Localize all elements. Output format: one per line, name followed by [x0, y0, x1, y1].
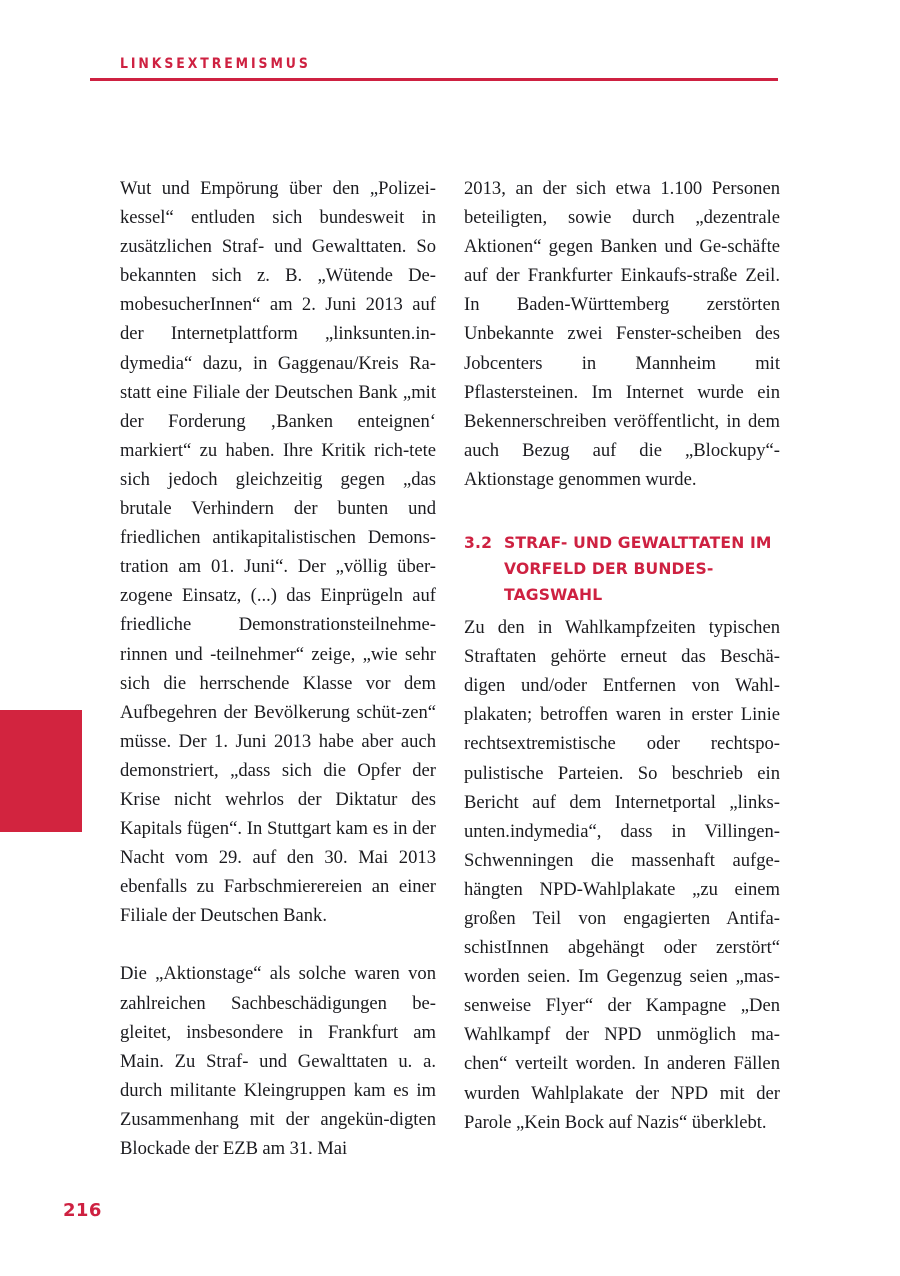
header-rule [90, 78, 778, 81]
left-column [120, 174, 436, 1163]
paragraph: Zu den in Wahlkampfzeiten typischen Straftaten gehörte erneut das Beschä-digen und/oder Entfernen von Wahl-plakaten; betroffen waren in erster Linie rechtsextremistische oder rechtspo-pulistische Parteien. So beschrieb ein Bericht auf dem Internetportal „links-unten.indymedia“, dass in Villingen-Schwenningen die massenhaft aufge-hängten NPD-Wahlplakate „zu einem großen Teil von engagierten Antifa-schistInnen abgehängt oder zerstört“ worden seien. Im Gegenzug seien „mas-senweise Flyer“ der Kampagne „Den Wahlkampf der NPD unmöglich ma-chen“ verteilt worden. In anderen Fällen wurden Wahlplakate der NPD mit der Parole „Kein Bock auf Nazis“ überklebt. [464, 617, 780, 1133]
body-columns [120, 174, 780, 1163]
right-column [464, 174, 780, 1163]
paragraph-gap [120, 930, 436, 959]
section-number: 3.2 [464, 534, 493, 553]
running-head: LINKSEXTREMISMUS [120, 56, 311, 72]
section-title: STRAF- UND GEWALTTATEN IM VORFELD DER BUNDES-TAGSWAHL [504, 534, 772, 605]
heading-gap-before [464, 494, 780, 530]
margin-tab-marker [0, 710, 82, 832]
paragraph: Wut und Empörung über den „Polizei-kessel“ entluden sich bundesweit in zusätzlichen Straf- und Gewalttaten. So bekannten sich z. B. „Wütende De-mobesucherInnen“ am 2. Juni 2013 auf der Internetplattform „linksunten.in-dymedia“ dazu, in Gaggenau/Kreis Ra-statt eine Filiale der Deutschen Bank „mit der Forderung ‚Banken enteignen‘ markiert“ zu haben. Ihre Kritik rich-tete sich jedoch gleichzeitig gegen „das brutale Verhindern der bunten und friedlichen antikapitalistischen Demons-tration am 01. Juni“. Der „völlig über-zogene Einsatz, (...) das Einprügeln auf friedliche Demonstrationsteilnehme-rinnen und -teilnehmer“ zeige, „wie sehr sich die herrschende Klasse vor dem Aufbegehren der Bevölkerung schüt-zen“ müsse. Der 1. Juni 2013 habe aber auch demonstriert, „dass sich die Opfer der Krise nicht wehrlos der Diktatur des Kapitals fügen“. In Stuttgart kam es in der Nacht vom 29. auf den 30. Mai 2013 ebenfalls zu Farbschmierereien an einer Filiale der Deutschen Bank. [120, 178, 436, 927]
paragraph: 2013, an der sich etwa 1.100 Personen beteiligten, sowie durch „dezentrale Aktionen“ gegen Banken und Ge-schäfte auf der Frankfurter Einkaufs-straße Zeil. In Baden-Württemberg zerstörten Unbekannte zwei Fenster-scheiben des Jobcenters in Mannheim mit Pflastersteinen. Im Internet wurde ein Bekennerschreiben veröffentlicht, in dem auch Bezug auf die „Blockupy“-Aktionstage genommen wurde. [464, 178, 780, 490]
section-heading [464, 530, 780, 608]
paragraph: Die „Aktionstage“ als solche waren von zahlreichen Sachbeschädigungen be-gleitet, insbesondere in Frankfurt am Main. Zu Straf- und Gewalttaten u. a. durch militante Kleingruppen kam es im Zusammenhang mit der angekün-digten Blockade der EZB am 31. Mai [120, 963, 436, 1159]
page-number: 216 [63, 1200, 102, 1221]
